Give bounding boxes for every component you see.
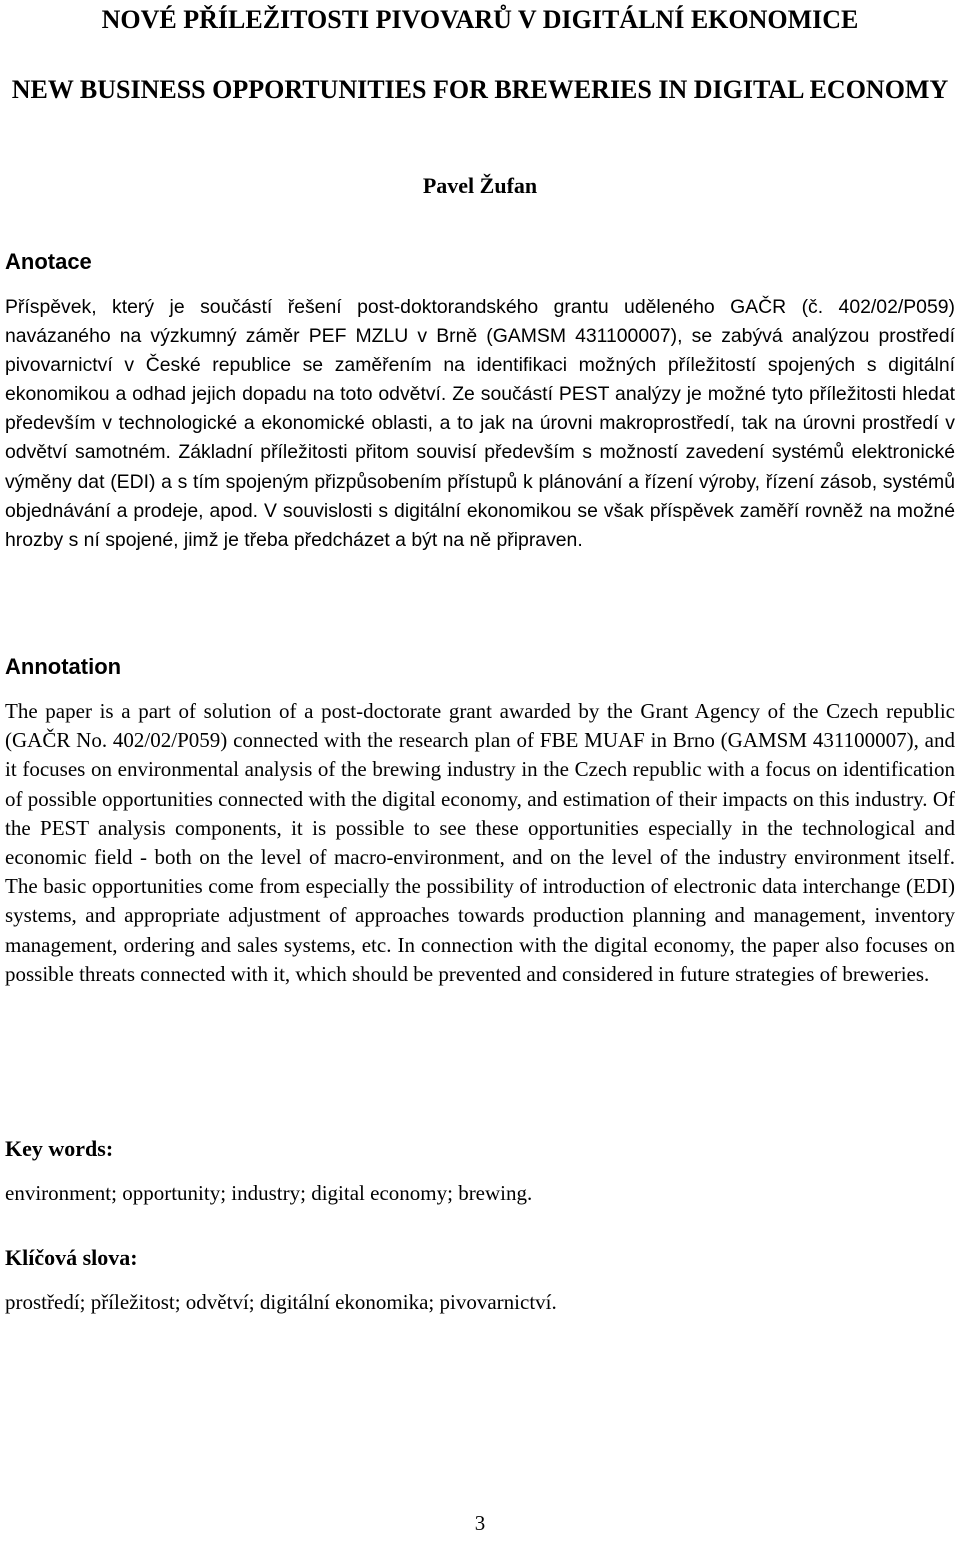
keywords-heading: Key words: [5, 1136, 114, 1161]
anotace-text: Příspěvek, který je součástí řešení post-doktorandského grantu uděleného GAČR (č. 402/02/P059) navázaného na výzkumný záměr PEF MZLU v Brně (GAMSM 431100007), se zabývá analýzou prostředí pivovarnictví v České republice se zaměřením na identifikaci možných příležitostí spojených s digitální ekonomikou a odhad jejich dopadu na toto odvětví. Ze součástí PEST analýzy je možné tyto příležitosti hledat především v technologické a ekonomické oblasti, a to jak na úrovni makroprostředí, tak na úrovni prostředí v odvětví samotném. Základní příležitosti přitom souvisí především s možností zavedení systémů elektronické výměny dat (EDI) a s tím spojeným přizpůsobením přístupů k plánování a řízení výroby, řízení zásob, systémů objednávání a prodeje, apod. V souvislosti s digitální ekonomikou se však příspěvek zaměří rovněž na možné hrozby s ní spojené, jimž je třeba předcházet a být na ně připraven. [5, 296, 955, 551]
author-name: Pavel Žufan [422, 173, 538, 198]
anotace-heading: Anotace [5, 249, 92, 274]
annotation-heading: Annotation [5, 654, 122, 679]
title-english: NEW BUSINESS OPPORTUNITIES FOR BREWERIES IN DIGITAL ECONOMY [11, 75, 949, 104]
klicova-slova-heading: Klíčová slova: [5, 1245, 138, 1270]
klicova-slova-text: prostředí; příležitost; odvětví; digitální ekonomika; pivovarnictví. [5, 1290, 557, 1314]
keywords-text: environment; opportunity; industry; digital economy; brewing. [5, 1181, 533, 1205]
page-number: 3 [474, 1511, 486, 1535]
title-czech: NOVÉ PŘÍLEŽITOSTI PIVOVARŮ V DIGITÁLNÍ EKONOMICE [101, 5, 859, 34]
annotation-text: The paper is a part of solution of a post-doctorate grant awarded by the Grant Agency of the Czech republic (GAČR No. 402/02/P059) connected with the research plan of FBE MUAF in Brno (GAMSM 431100007), and it focuses on environmental analysis of the brewing industry in the Czech republic with a focus on identification of possible opportunities connected with the digital economy, and estimation of their impacts on this industry. Of the PEST analysis components, it is possible to see these opportunities especially in the technological and economic field - both on the level of macro-environment, and on the level of the industry environment itself. The basic opportunities come from especially the possibility of introduction of electronic data interchange (EDI) systems, and appropriate adjustment of approaches towards production planning and management, inventory management, ordering and sales systems, etc. In connection with the digital economy, the paper also focuses on possible threats connected with it, which should be prevented and considered in future strategies of breweries. [5, 699, 955, 986]
